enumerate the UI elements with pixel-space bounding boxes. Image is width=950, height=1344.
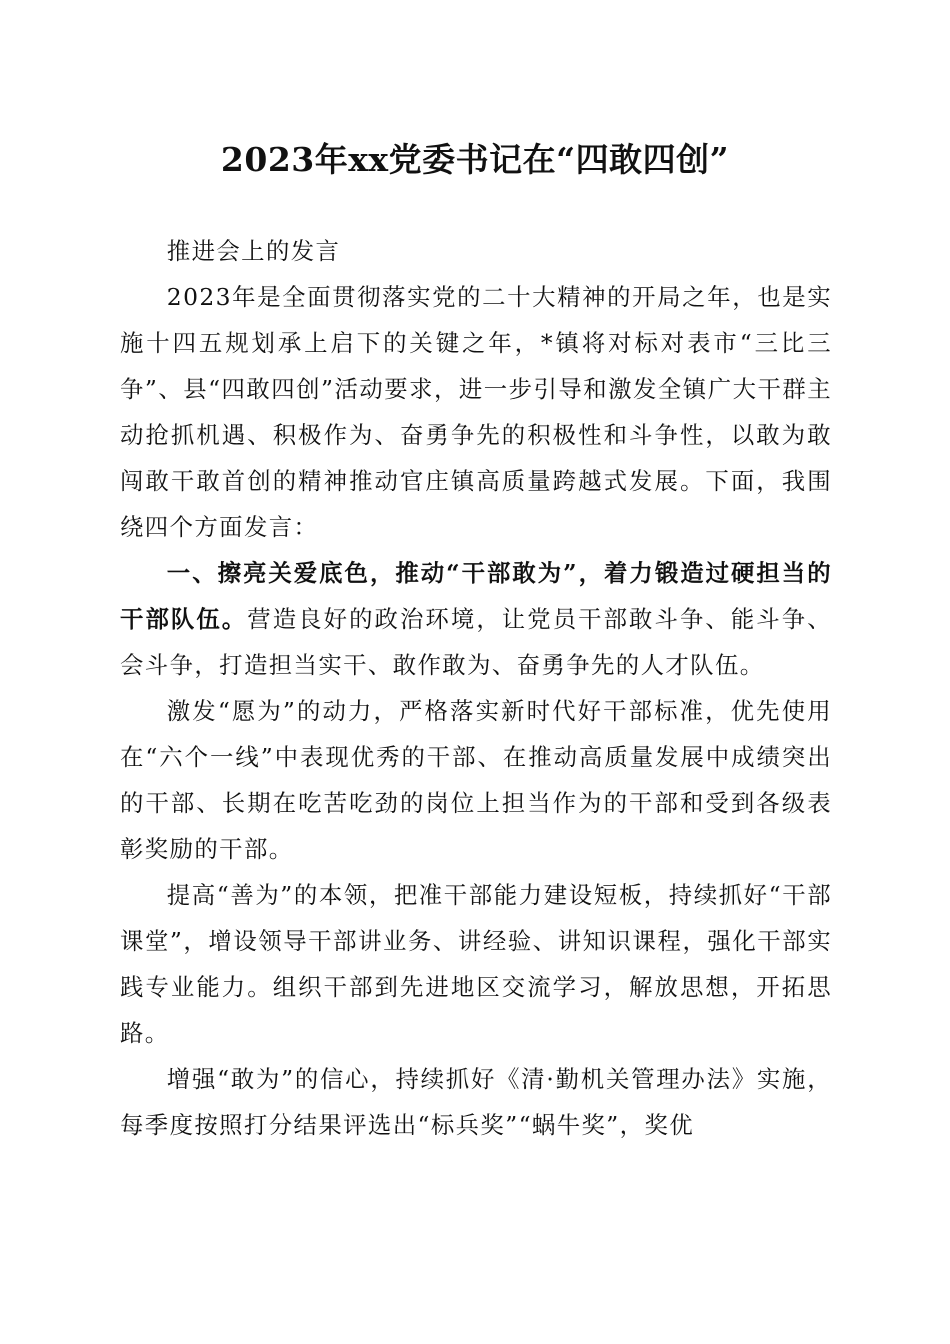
subtitle-line: 推进会上的发言 — [166, 237, 341, 265]
paragraph-intro: 2023年是全面贯彻落实党的二十大精神的开局之年，也是实施十四五规划承上启下的关键之年，*镇将对标对表市“三比三争”、县“四敢四创”活动要求，进一步引导和激发全镇广大干群主动抢抓机遇、积极作为、奋勇争先的积极性和斗争性，以敢为敢闯敢干敢首创的精神推动官庄镇高质量跨越式发展。下面，我围绕四个方面发言： — [120, 283, 832, 541]
paragraph-point-3: 增强“敢为”的信心，持续抓好《清·勤机关管理办法》实施，每季度按照打分结果评选出“标兵奖”“蜗牛奖”，奖优 — [120, 1065, 832, 1139]
paragraph-point-1: 激发“愿为”的动力，严格落实新时代好干部标准，优先使用在“六个一线”中表现优秀的干部、在推动高质量发展中成绩突出的干部、长期在吃苦吃劲的岗位上担当作为的干部和受到各级表彰奖励的干部。 — [120, 697, 832, 863]
section-body: 营造良好的政治环境，让党员干部敢斗争、能斗争、会斗争，打造担当实干、敢作敢为、奋勇争先的人才队伍。 — [120, 605, 832, 679]
document-body — [120, 228, 832, 1148]
document-title: 2023年xx党委书记在“四敢四创” — [220, 140, 730, 179]
paragraph-section-1 — [120, 550, 832, 688]
paragraph-point-2: 提高“善为”的本领，把准干部能力建设短板，持续抓好“干部课堂”，增设领导干部讲业务、讲经验、讲知识课程，强化干部实践专业能力。组织干部到先进地区交流学习，解放思想，开拓思路。 — [120, 881, 832, 1047]
section-heading: 一、擦亮关爱底色，推动“干部敢为”，着力锻造过硬担当的干部队伍。 — [120, 559, 832, 633]
